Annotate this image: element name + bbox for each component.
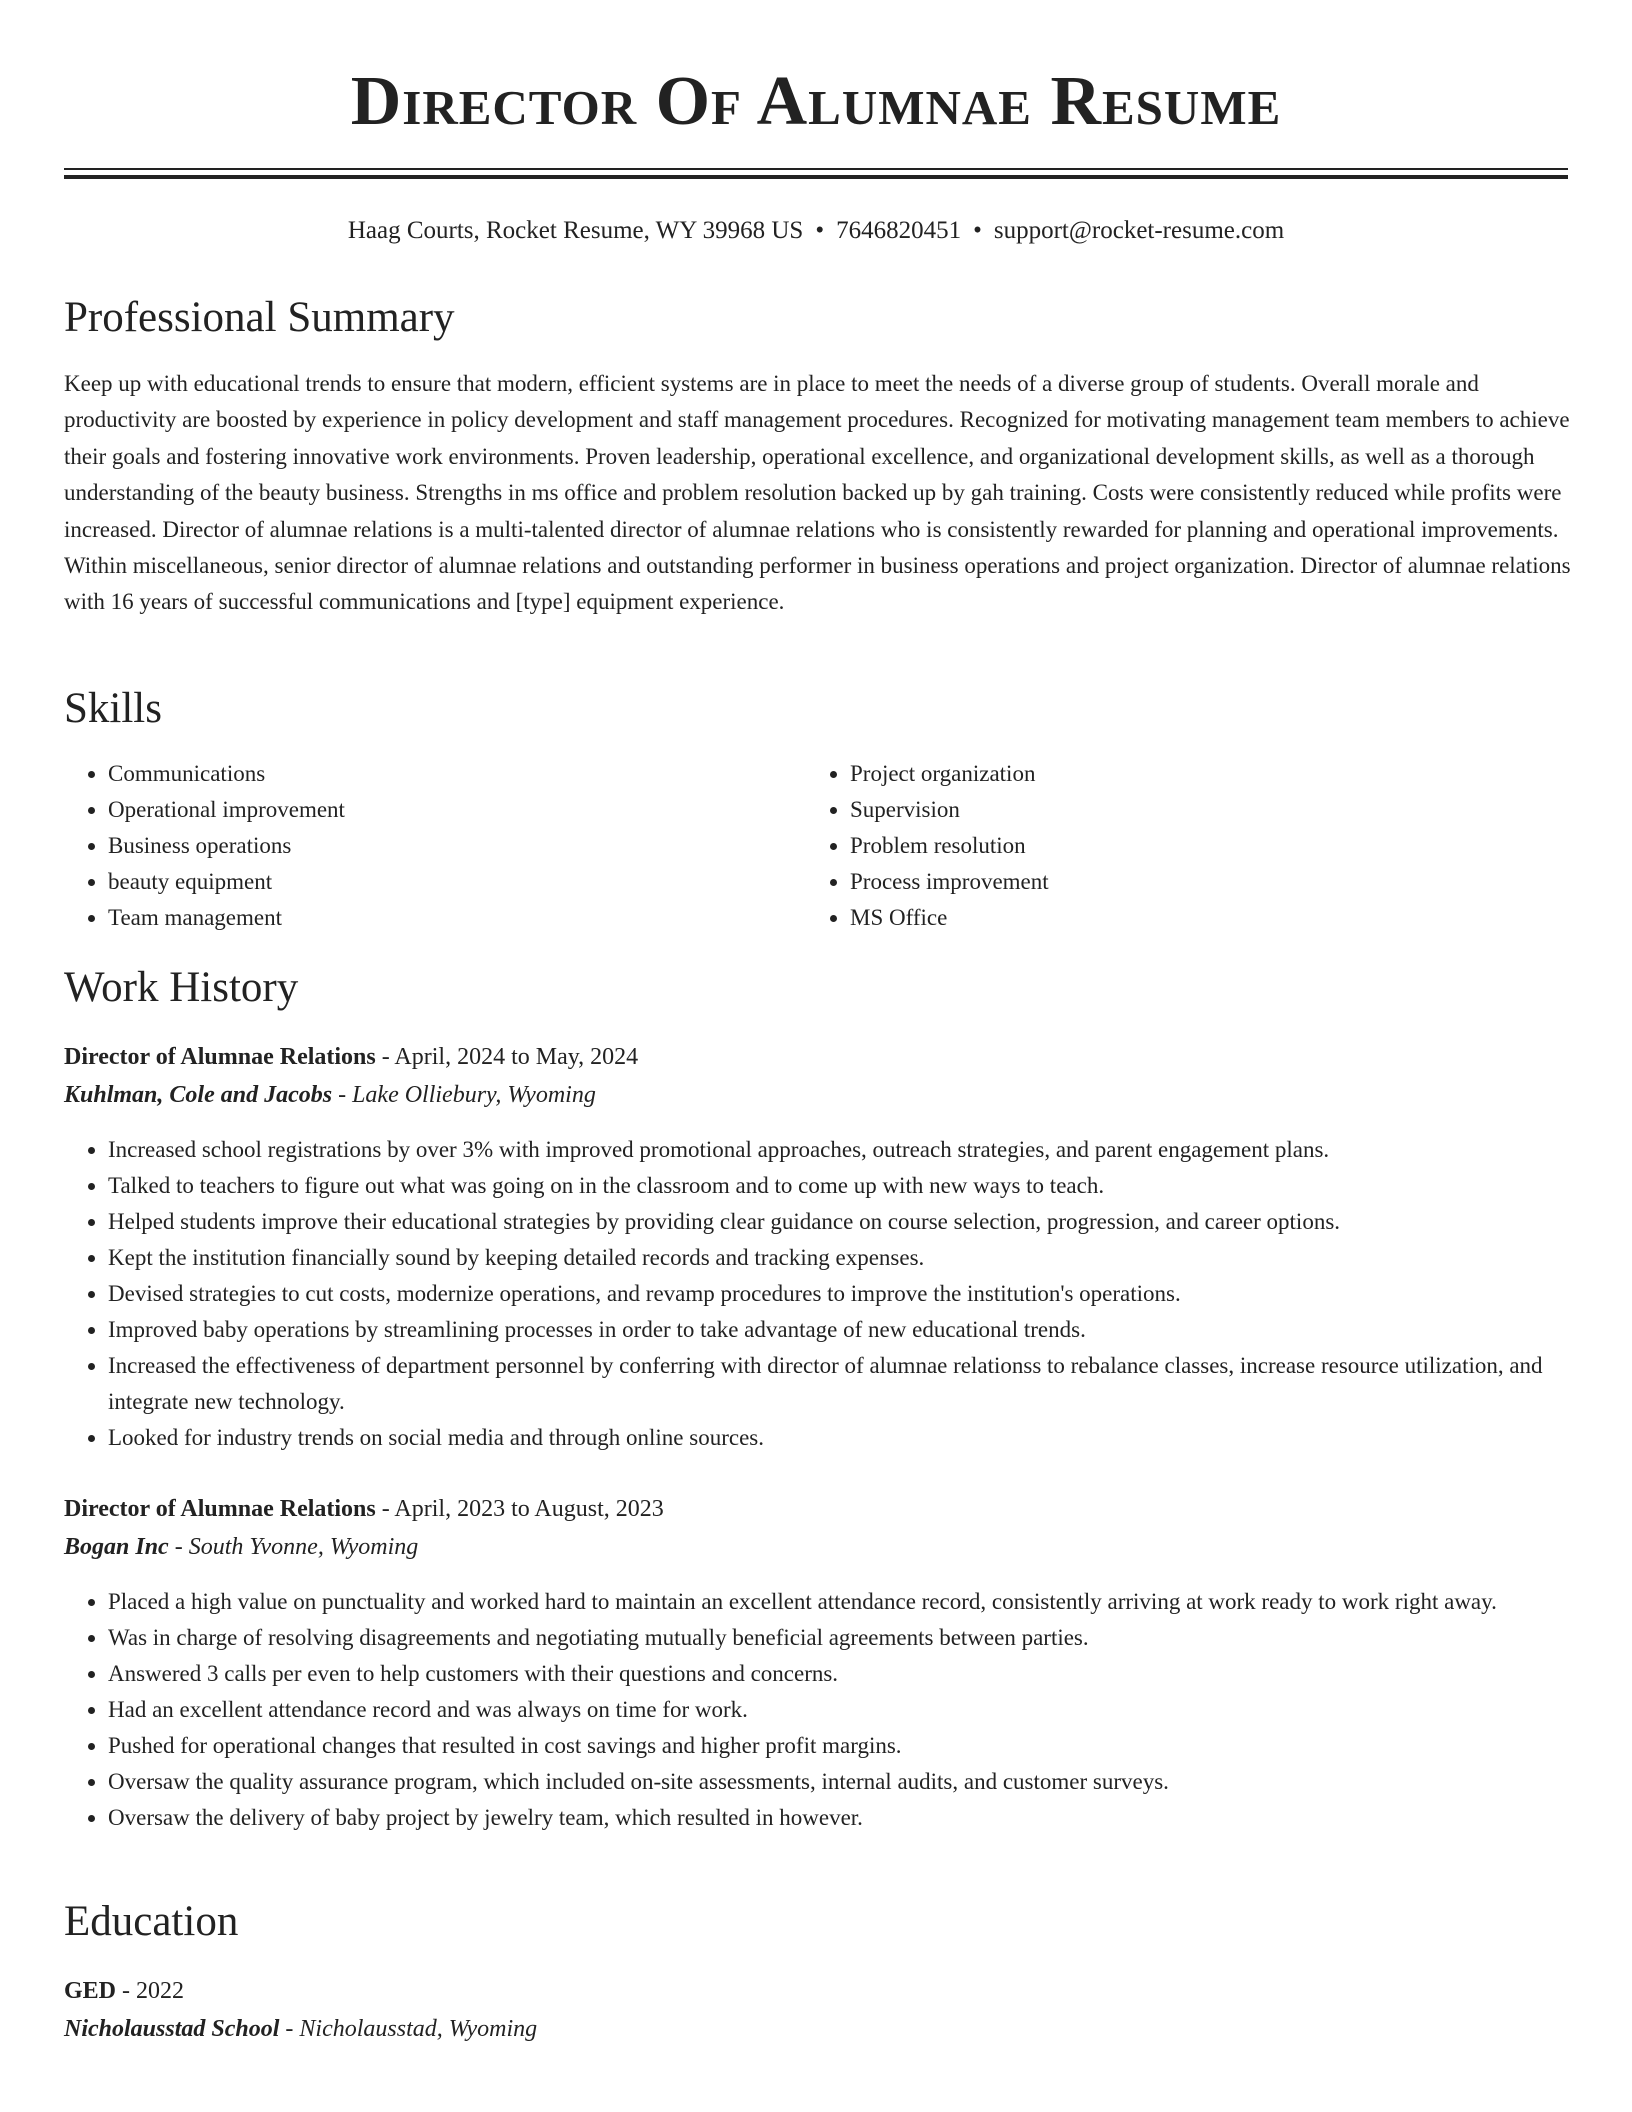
skills-heading: Skills xyxy=(64,685,162,732)
title-rule-thick xyxy=(64,175,1568,179)
skill-item: • Communications xyxy=(108,756,808,792)
job-dates: April, 2024 to May, 2024 xyxy=(394,1044,639,1070)
education-location: Nicholausstad, Wyoming xyxy=(299,2016,538,2042)
job-bullet: • Had an excellent attendance record and was always on time for work. xyxy=(108,1692,1616,1728)
education-school: Nicholausstad School xyxy=(64,2016,280,2042)
job-bullet: • Talked to teachers to figure out what was going on in the classroom and to come up with new ways to teach. xyxy=(108,1168,1616,1204)
job-location: South Yvonne, Wyoming xyxy=(188,1534,419,1560)
education-heading: Education xyxy=(64,1898,239,1945)
job-bullet: • Improved baby operations by streamlining processes in order to take advantage of new educational trends. xyxy=(108,1312,1616,1348)
contact-address: Haag Courts, Rocket Resume, WY 39968 US xyxy=(347,217,804,244)
contact-phone: 7646820451 xyxy=(836,217,962,244)
job-bullet: • Pushed for operational changes that resulted in cost savings and higher profit margins. xyxy=(108,1728,1616,1764)
job-company: Bogan Inc xyxy=(64,1534,169,1560)
job-bullet: • Helped students improve their educational strategies by providing clear guidance on course selection, progression, and career options. xyxy=(108,1204,1616,1240)
job-bullet: • Placed a high value on punctuality and worked hard to maintain an excellent attendance record, consistently arriving at work ready to work right away. xyxy=(108,1584,1616,1620)
skill-item: • MS Office xyxy=(850,900,1550,936)
title-rule-thin xyxy=(64,168,1568,170)
job-bullet: • Increased the effectiveness of department personnel by conferring with director of alumnae relationss to rebalance classes, increase resource utilization, and integrate new technology. xyxy=(108,1348,1616,1420)
skill-item: • Project organization xyxy=(850,756,1550,792)
education-degree-line: GED - 2022 xyxy=(64,1978,185,2004)
job-bullet: • Oversaw the delivery of baby project by jewelry team, which resulted in however. xyxy=(108,1800,1616,1836)
resume-title: Director Of Alumnae Resume xyxy=(350,63,1282,140)
skills-list-left xyxy=(64,756,808,936)
skill-item: • Problem resolution xyxy=(850,828,1550,864)
job-title-line: Director of Alumnae Relations - April, 2023 to August, 2023 xyxy=(64,1496,664,1522)
contact-separator: • xyxy=(973,217,982,244)
job-company: Kuhlman, Cole and Jacobs xyxy=(64,1082,333,1108)
job-bullets xyxy=(64,1584,1616,1836)
job-bullet: • Devised strategies to cut costs, modernize operations, and revamp procedures to improve the institution's operations. xyxy=(108,1276,1616,1312)
job-company-line: Kuhlman, Cole and Jacobs - Lake Olliebury, Wyoming xyxy=(64,1082,596,1108)
job-company-line: Bogan Inc - South Yvonne, Wyoming xyxy=(64,1534,419,1560)
job-bullet: • Oversaw the quality assurance program, which included on-site assessments, internal audits, and customer surveys. xyxy=(108,1764,1616,1800)
job-bullets xyxy=(64,1132,1616,1456)
skill-item: • Process improvement xyxy=(850,864,1550,900)
skill-item: • beauty equipment xyxy=(108,864,808,900)
job-bullet: • Was in charge of resolving disagreements and negotiating mutually beneficial agreements between parties. xyxy=(108,1620,1616,1656)
education-degree: GED xyxy=(64,1978,117,2004)
contact-line xyxy=(0,214,1632,248)
contact-separator: • xyxy=(815,217,825,244)
skill-item: • Operational improvement xyxy=(108,792,808,828)
work-history-heading: Work History xyxy=(64,964,299,1011)
skill-item: • Business operations xyxy=(108,828,808,864)
job-title: Director of Alumnae Relations xyxy=(64,1496,376,1522)
job-bullet: • Kept the institution financially sound by keeping detailed records and tracking expenses. xyxy=(108,1240,1616,1276)
education-school-line: Nicholausstad School - Nicholausstad, Wyoming xyxy=(64,2016,538,2042)
job-bullet: • Looked for industry trends on social media and through online sources. xyxy=(108,1420,1616,1456)
contact-email: support@rocket-resume.com xyxy=(993,217,1285,244)
job-location: Lake Olliebury, Wyoming xyxy=(352,1082,596,1108)
skill-item: • Team management xyxy=(108,900,808,936)
summary-heading: Professional Summary xyxy=(64,294,455,341)
job-title: Director of Alumnae Relations xyxy=(64,1044,376,1070)
job-bullet: • Answered 3 calls per even to help customers with their questions and concerns. xyxy=(108,1656,1616,1692)
job-dates: April, 2023 to August, 2023 xyxy=(394,1496,664,1522)
job-title-line: Director of Alumnae Relations - April, 2024 to May, 2024 xyxy=(64,1044,639,1070)
skills-list-right xyxy=(806,756,1550,936)
skill-item: • Supervision xyxy=(850,792,1550,828)
job-bullet: • Increased school registrations by over 3% with improved promotional approaches, outreach strategies, and parent engagement plans. xyxy=(108,1132,1616,1168)
summary-text: Keep up with educational trends to ensure that modern, efficient systems are in place to meet the needs of a diverse group of students. Overall morale and productivity are boosted by experience in policy development and staff management procedures. Recognized for motivating management team members to achieve their goals and fostering innovative work environments. Proven leadership, operational excellence, and organizational development skills, as well as a thorough understanding of the beauty business. Strengths in ms office and problem resolution backed up by gah training. Costs were consistently reduced while profits were increased. Director of alumnae relations is a multi-talented director of alumnae relations who is consistently rewarded for planning and operational improvements. Within miscellaneous, senior director of alumnae relations and outstanding performer in business operations and project organization. Director of alumnae relations with 16 years of successful communications and [type] equipment experience. xyxy=(64,371,1571,615)
education-year: 2022 xyxy=(136,1978,185,2004)
